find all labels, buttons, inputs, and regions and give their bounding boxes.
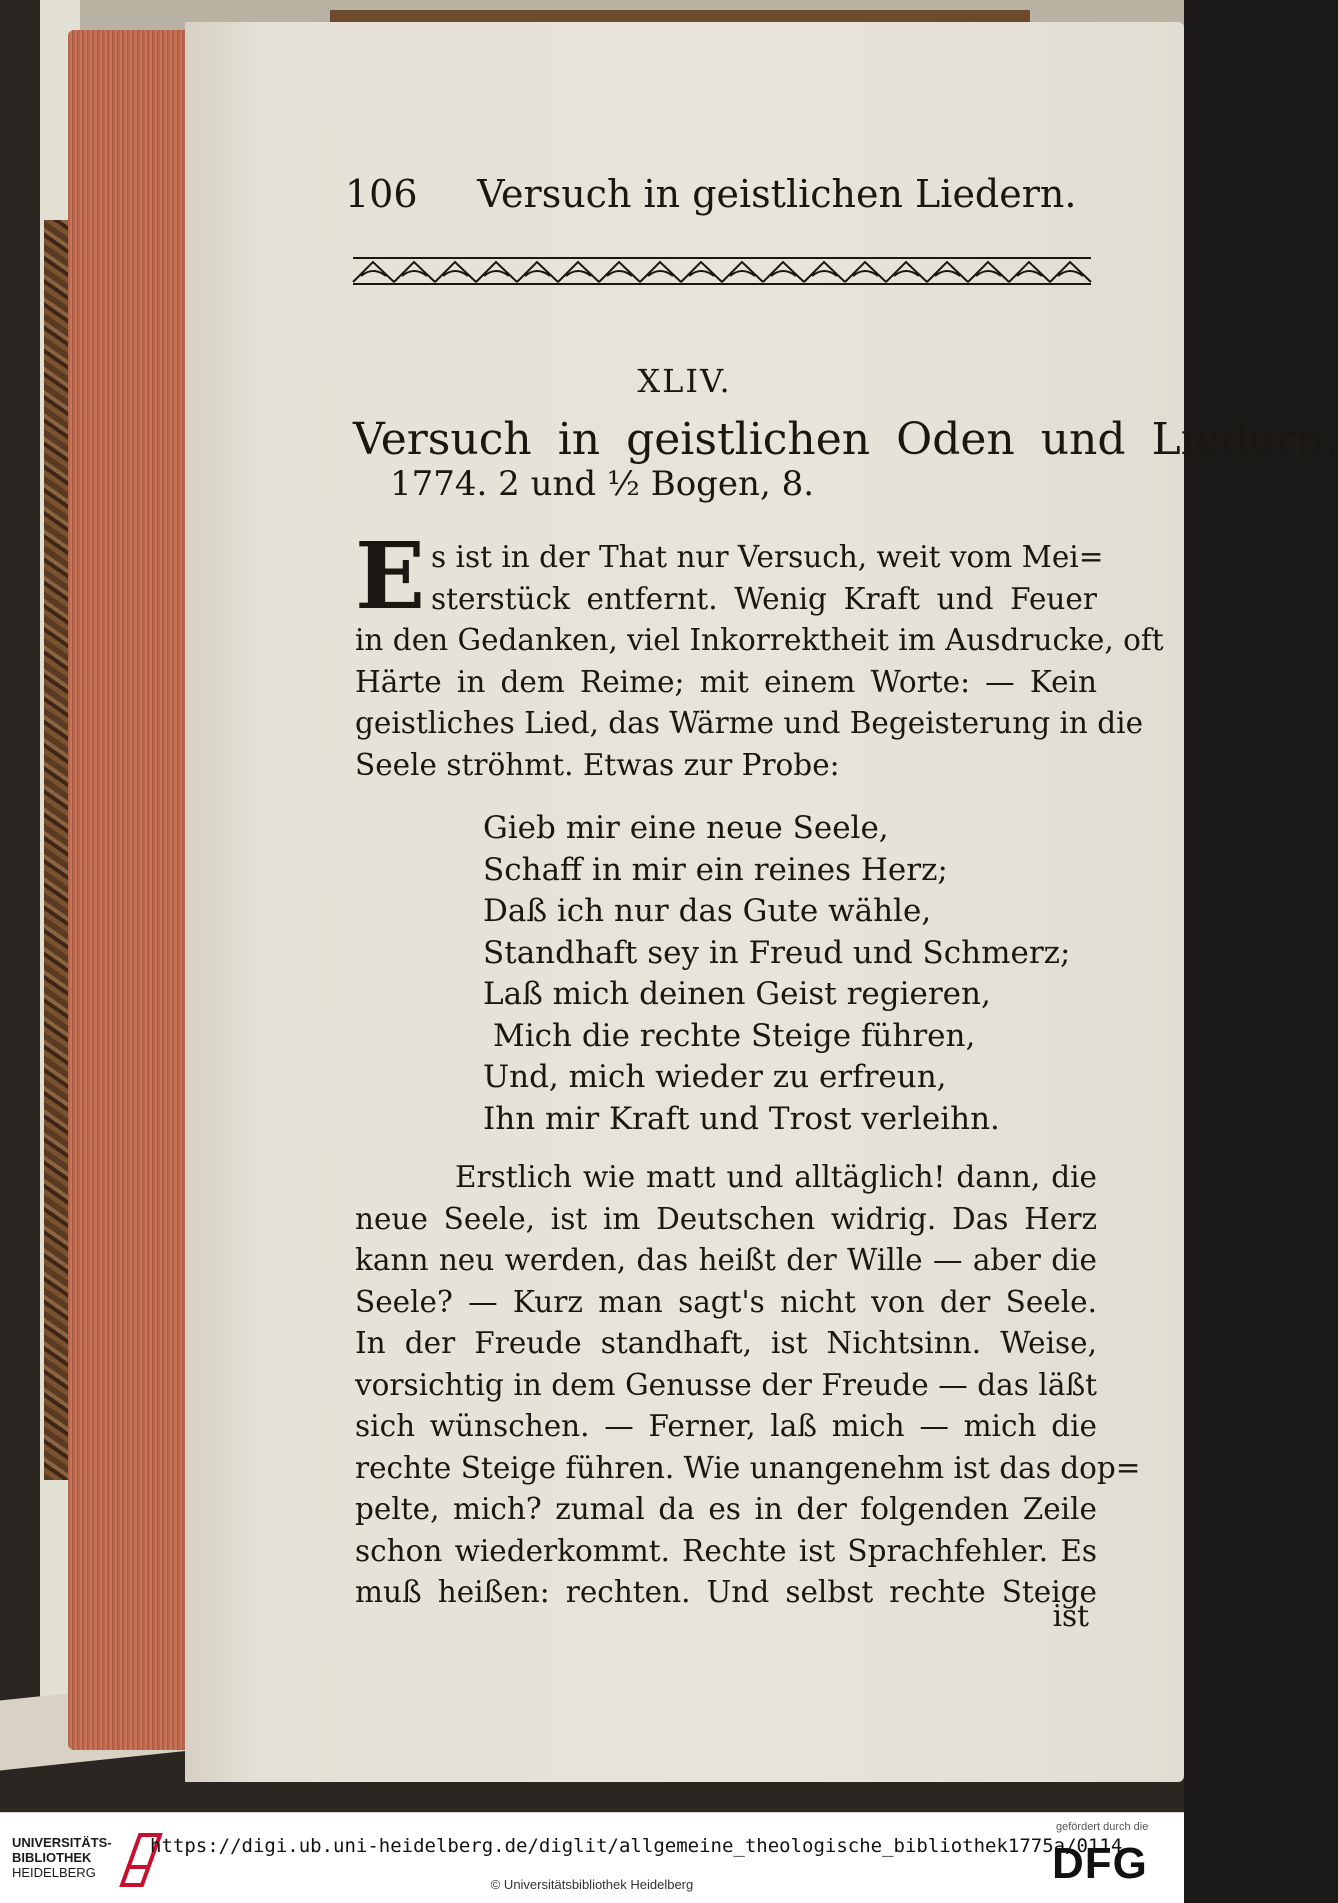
library-name-line: UNIVERSITÄTS- (12, 1835, 112, 1850)
text-line: In der Freude standhaft, ist Nichtsinn. Weise, (355, 1326, 1097, 1360)
poem-verse: Standhaft sey in Freud und Schmerz; (483, 934, 1071, 971)
poem-verse: Und, mich wieder zu erfreun, (483, 1059, 947, 1095)
poem-quote (483, 808, 1070, 1140)
library-name-line: BIBLIOTHEK (12, 1850, 92, 1865)
running-head-title: Versuch in geistlichen Liedern. (477, 172, 1077, 216)
text-line: vorsichtig in dem Genusse der Freude — das läßt (355, 1367, 1097, 1402)
poem-verse: Daß ich nur das Gute wähle, (483, 893, 932, 929)
ornament-divider (353, 254, 1091, 288)
copyright-notice: © Universitätsbibliothek Heidelberg (490, 1877, 694, 1892)
text-line: sterstück entfernt. Wenig Kraft und Feuer (431, 581, 1097, 616)
paragraph-2 (355, 1157, 1141, 1614)
permalink-url[interactable]: https://digi.ub.uni-heidelberg.de/diglit/allgemeine_theologische_bibliothek1775a/0114 (150, 1835, 1123, 1857)
text-line: rechte Steige führen. Wie unangenehm ist das dop= (355, 1450, 1141, 1485)
text-line: Seele? — Kurz man sagt's nicht von der Seele. (355, 1284, 1097, 1319)
text-line: Seele ströhmt. Etwas zur Probe: (355, 747, 840, 782)
drop-cap: E (355, 522, 426, 630)
text-line: Härte in dem Reime; mit einem Worte: — Kein (355, 664, 1097, 699)
viewer-footer (0, 1812, 1184, 1903)
red-page-edges (68, 30, 188, 1750)
funded-by-label: gefördert durch die (1056, 1821, 1149, 1833)
paragraph-1 (355, 537, 1164, 786)
text-line: schon wiederkommt. Rechte ist Sprachfehler. Es (355, 1533, 1097, 1568)
text-line: s ist in der That nur Versuch, weit vom Mei= (431, 540, 1104, 574)
library-name[interactable] (12, 1835, 112, 1880)
dfg-logo[interactable]: DFG (1052, 1839, 1148, 1888)
running-head (345, 172, 1076, 216)
poem-verse: Ihn mir Kraft und Trost verleihn. (483, 1100, 1000, 1137)
library-name-line: HEIDELBERG (12, 1865, 96, 1880)
page-number: 106 (345, 172, 418, 216)
text-line: Erstlich wie matt und alltäglich! dann, die (455, 1160, 1097, 1194)
text-line: sich wünschen. — Ferner, laß mich — mich die (355, 1409, 1097, 1443)
book-page (185, 22, 1338, 1782)
text-line: neue Seele, ist im Deutschen widrig. Das Herz (355, 1201, 1097, 1236)
text-line: muß heißen: rechten. Und selbst rechte Steige (355, 1575, 1097, 1609)
book-title: Versuch in geistlichen Oden und Liedern. (353, 414, 1338, 465)
poem-verse: Schaff in mir ein reines Herz; (483, 851, 948, 888)
book-details: 1774. 2 und ½ Bogen, 8. (390, 464, 815, 504)
poem-verse: Mich die rechte Steige führen, (493, 1017, 976, 1054)
text-line: kann neu werden, das heißt der Wille — aber die (355, 1243, 1097, 1277)
text-line: pelte, mich? zumal da es in der folgenden Zeile (355, 1492, 1097, 1526)
catchword: ist (1052, 1599, 1089, 1633)
text-line: geistliches Lied, das Wärme und Begeisterung in die (355, 706, 1144, 740)
review-number: XLIV. (637, 362, 732, 400)
poem-verse: Gieb mir eine neue Seele, (483, 810, 889, 846)
poem-verse: Laß mich deinen Geist regieren, (483, 976, 991, 1012)
text-line: in den Gedanken, viel Inkorrektheit im Ausdrucke, oft (355, 623, 1164, 657)
